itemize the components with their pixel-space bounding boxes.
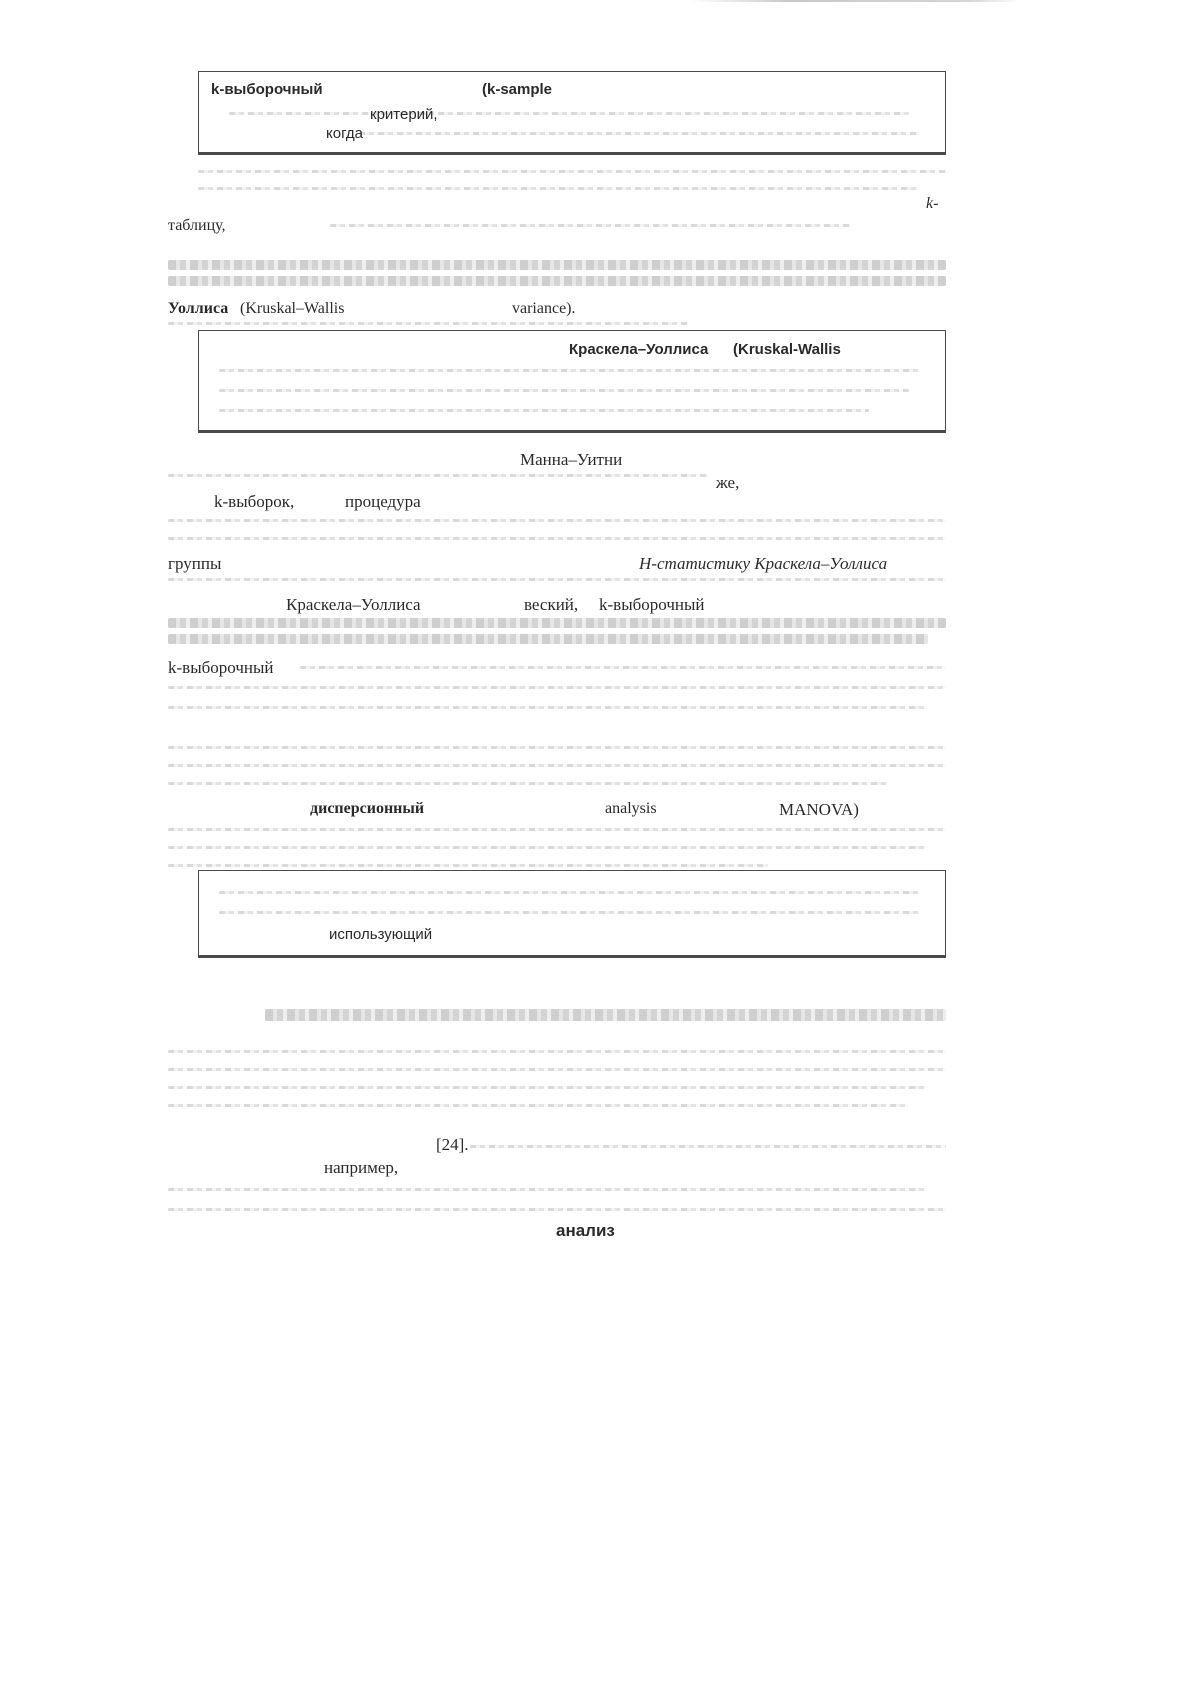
faded-text-line (168, 686, 946, 689)
faded-text-line (168, 828, 946, 831)
faded-text-line (168, 519, 946, 522)
faded-text-line (168, 537, 946, 540)
para1-word: таблицу, (168, 217, 226, 234)
faded-text-line (168, 846, 928, 849)
para3-same: же, (716, 473, 740, 492)
faded-text-line (168, 322, 688, 325)
footer-word: анализ (556, 1221, 615, 1240)
para2-en-end: variance). (512, 300, 576, 317)
para3-k-sample: k-выборочный (599, 595, 705, 614)
faded-text-line (300, 666, 946, 669)
faded-text-line (470, 1145, 946, 1148)
definition-box-manova (198, 870, 946, 958)
para3-weighty: веский, (524, 595, 579, 614)
para4-k-sample: k-выборочный (168, 658, 274, 677)
para3-mann-whitney: Манна–Уитни (520, 450, 623, 469)
faded-heading-band (168, 260, 946, 270)
para3-kruskal-wallis: Краскела–Уоллиса (286, 595, 421, 614)
faded-section-heading (265, 1009, 946, 1021)
para2-en-start: (Kruskal–Wallis (240, 300, 345, 317)
faded-heading-band (168, 276, 946, 286)
para4-manova: MANOVA) (779, 800, 859, 819)
faded-heading-band (168, 618, 946, 628)
faded-text-line (168, 1050, 946, 1053)
para5-ref: [24]. (436, 1135, 469, 1154)
faded-text-line (168, 1104, 908, 1107)
faded-text-line (198, 187, 918, 190)
faded-heading-band (168, 634, 928, 644)
faded-text-line (168, 782, 888, 785)
box1-line3-word: когда (326, 125, 363, 142)
scan-edge-shadow (690, 0, 1020, 2)
faded-text-line (168, 746, 946, 749)
faded-text-line (168, 474, 708, 477)
para3-h-statistic: H-статистику Краскела–Уоллиса (639, 554, 888, 573)
para4-analysis: analysis (605, 800, 657, 817)
para2-name: Уоллиса (168, 300, 229, 317)
faded-text-line (168, 864, 768, 867)
faded-text-line (198, 170, 946, 173)
para3-k-samples: k-выборок, (214, 492, 295, 511)
box2-term: Краскела–Уоллиса (569, 341, 709, 358)
faded-text-line (168, 578, 946, 581)
para3-groups: группы (168, 554, 222, 573)
box1-line2-word: критерий, (370, 106, 438, 123)
box2-term-en: (Kruskal-Wallis (733, 341, 841, 358)
box1-term: k-выборочный (211, 81, 323, 98)
para1-k-mark: k- (926, 195, 939, 212)
para3-procedure: процедура (345, 492, 421, 511)
box3-word: использующий (329, 926, 433, 943)
faded-text-line (168, 764, 946, 767)
faded-text-line (168, 1086, 928, 1089)
faded-text-line (168, 1068, 946, 1071)
box1-term-en: (k-sample (482, 81, 553, 98)
faded-text-line (168, 1188, 928, 1191)
para5-example: например, (324, 1158, 399, 1177)
faded-text-line (330, 224, 850, 227)
faded-text-line (168, 1208, 946, 1211)
para4-dispersion: дисперсионный (310, 800, 425, 817)
faded-text-line (168, 706, 928, 709)
